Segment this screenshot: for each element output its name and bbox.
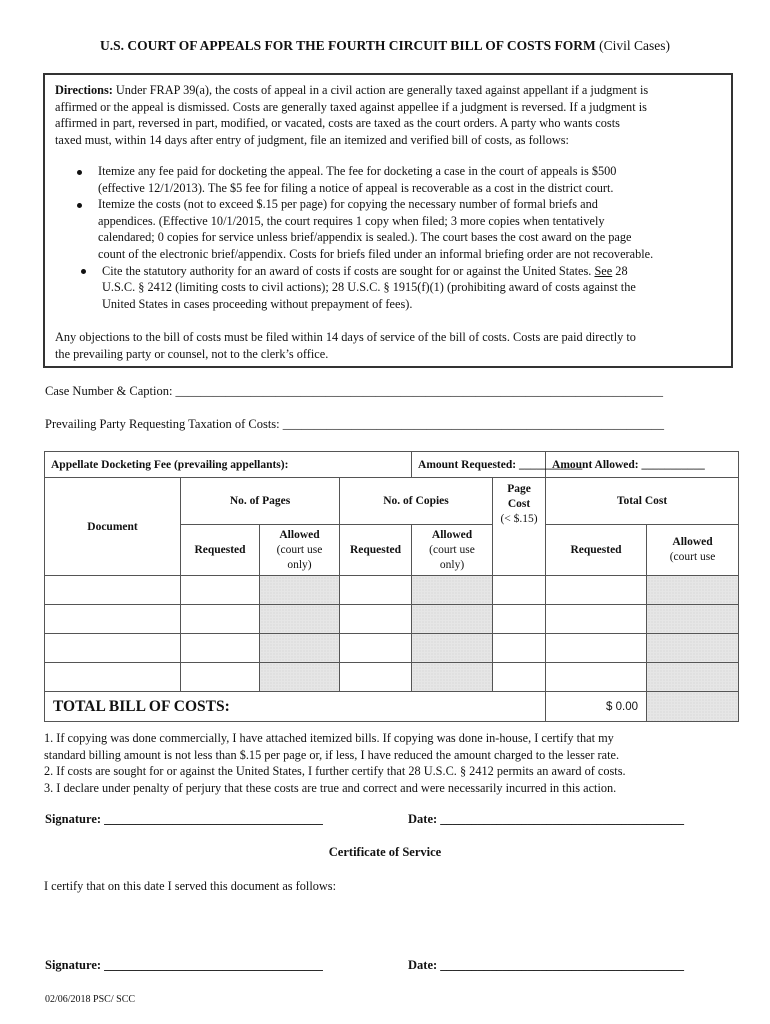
amount-allowed-field[interactable]: Amount Allowed: ___________ [546,452,739,478]
page-cost-cell[interactable] [493,634,546,663]
bullet-3-line-2: U.S.C. § 2412 (limiting costs to civil actions); 28 U.S.C. § 1915(f)(1) (prohibiting award of costs against the [102,280,636,295]
col-header-page-cost: Page Cost (< $.15) [493,478,546,576]
total-allowed-cell [647,692,739,722]
copies-requested-cell[interactable] [340,576,412,605]
directions-line-2: affirmed or the appeal is dismissed. Costs are generally taxed against appellee if a judgment is reversed. If a judgment is [55,99,647,114]
col-header-copies: No. of Copies [340,478,493,525]
total-requested-cell[interactable] [546,634,647,663]
service-signature-field[interactable]: Signature: ___________________________________ [45,958,323,972]
bullet-icon [77,203,82,208]
copies-requested-cell[interactable] [340,663,412,692]
docketing-fee-label: Appellate Docketing Fee (prevailing appellants): [45,452,412,478]
bullet-1-line-1: Itemize any fee paid for docketing the appeal. The fee for docketing a case in the court of appeals is $500 [98,164,617,178]
signature-field[interactable]: Signature: ___________________________________ [45,812,323,826]
case-number-field[interactable]: Case Number & Caption: ______________________________________________________________________________ [45,384,664,398]
date-field[interactable]: Date: _______________________________________ [408,812,685,826]
total-allowed-cell [647,576,739,605]
directions-label: Directions: [55,83,113,97]
copies-requested-header: Requested [340,525,412,576]
bullet-2-line-4: count of the electronic brief/appendix. Costs for briefs filed under an informal briefing order are not recoverable. [98,247,654,261]
page-cost-cell[interactable] [493,576,546,605]
bullet-3-line-3: United States in cases proceeding without prepayment of fees). [102,296,413,311]
document-cell[interactable] [45,634,181,663]
table-row [45,634,739,663]
certification-2: 2. If costs are sought for or against the United States, I further certify that 28 U.S.C. § 2412 permits an award of costs. [44,764,626,778]
col-header-total: Total Cost [546,478,739,525]
pages-allowed-cell [260,663,340,692]
copies-allowed-cell [412,605,493,634]
document-cell[interactable] [45,663,181,692]
bullet-2-line-3: calendared; 0 copies for service unless brief/appendix is sealed.). The court bases the cost award on the page [98,230,632,245]
bullet-2-line-2: appendices. (Effective 10/1/2015, the court requires 1 copy when filed; 3 more copies when tentatively [98,213,605,228]
directions-line-3: affirmed in part, reversed in part, modified, or vacated, costs are taxed as the court orders. A party who wants costs [55,116,620,131]
amount-requested-field[interactable]: Amount Requested: ___________ [412,452,546,478]
copies-allowed-cell [412,576,493,605]
prevailing-party-field[interactable]: Prevailing Party Requesting Taxation of Costs: _____________________________________________________________ [45,417,665,431]
objections-line-1: Any objections to the bill of costs must be filed within 14 days of service of the bill of costs. Costs are paid directly to [55,330,636,344]
col-header-pages: No. of Pages [181,478,340,525]
total-bill-label: TOTAL BILL OF COSTS: [45,692,546,722]
pages-requested-cell[interactable] [181,576,260,605]
total-requested-cell[interactable] [546,663,647,692]
copies-requested-cell[interactable] [340,634,412,663]
certification-1-line-2: standard billing amount is not less than $.15 per page or, if less, I have reduced the amount charged to the lesser rate. [44,747,620,762]
copies-allowed-cell [412,663,493,692]
col-header-document: Document [45,478,181,576]
service-text: I certify that on this date I served this document as follows: [44,879,336,893]
page-cost-cell[interactable] [493,605,546,634]
total-allowed-cell [647,605,739,634]
total-requested-cell[interactable] [546,605,647,634]
table-row [45,576,739,605]
bullet-1-line-2: (effective 12/1/2013). The $5 fee for filing a notice of appeal is recoverable as a cost in the district court. [98,180,614,195]
page-title: U.S. COURT OF APPEALS FOR THE FOURTH CIRCUIT BILL OF COSTS FORM (Civil Cases) [99,38,670,53]
service-date-field[interactable]: Date: _______________________________________ [408,958,685,972]
pages-allowed-cell [260,634,340,663]
pages-requested-cell[interactable] [181,634,260,663]
table-row [45,605,739,634]
total-allowed-header: Allowed (court use [647,525,739,576]
pages-requested-cell[interactable] [181,663,260,692]
bullet-2-line-1: Itemize the costs (not to exceed $.15 per page) for copying the necessary number of formal briefs and [98,197,598,212]
pages-requested-cell[interactable] [181,605,260,634]
total-allowed-cell [647,663,739,692]
bullet-3-line-1: Cite the statutory authority for an award of costs if costs are sought for or against the United States. See 28 [102,263,628,278]
certificate-of-service-heading: Certificate of Service [328,845,442,859]
pages-allowed-header: Allowed (court use only) [260,525,340,576]
directions-line-4: taxed must, within 14 days after entry of judgment, file an itemized and verified bill of costs, as follows: [55,132,569,147]
copies-requested-cell[interactable] [340,605,412,634]
objections-line-2: the prevailing party or counsel, not to the clerk’s office. [55,346,329,361]
document-cell[interactable] [45,605,181,634]
certification-3: 3. I declare under penalty of perjury that these costs are true and correct and were necessarily incurred in this action. [44,780,617,795]
pages-requested-header: Requested [181,525,260,576]
page-cost-cell[interactable] [493,663,546,692]
bullet-icon [77,170,82,175]
see-signal: See [594,263,613,278]
directions-box [43,73,733,368]
pages-allowed-cell [260,605,340,634]
certification-1-line-1: 1. If copying was done commercially, I have attached itemized bills. If copying was done in-house, I certify that my [44,731,614,745]
table-row [45,663,739,692]
copies-allowed-header: Allowed (court use only) [412,525,493,576]
total-requested-header: Requested [546,525,647,576]
copies-allowed-cell [412,634,493,663]
total-bill-value: $ 0.00 [546,692,647,722]
directions-line-1: Directions: Under FRAP 39(a), the costs of appeal in a civil action are generally taxed against appellant if a judgment is [55,83,649,97]
bullet-icon [81,269,86,274]
costs-table [44,451,739,722]
pages-allowed-cell [260,576,340,605]
footer-revision: 02/06/2018 PSC/ SCC [45,994,136,1005]
document-cell[interactable] [45,576,181,605]
total-allowed-cell [647,634,739,663]
total-requested-cell[interactable] [546,576,647,605]
